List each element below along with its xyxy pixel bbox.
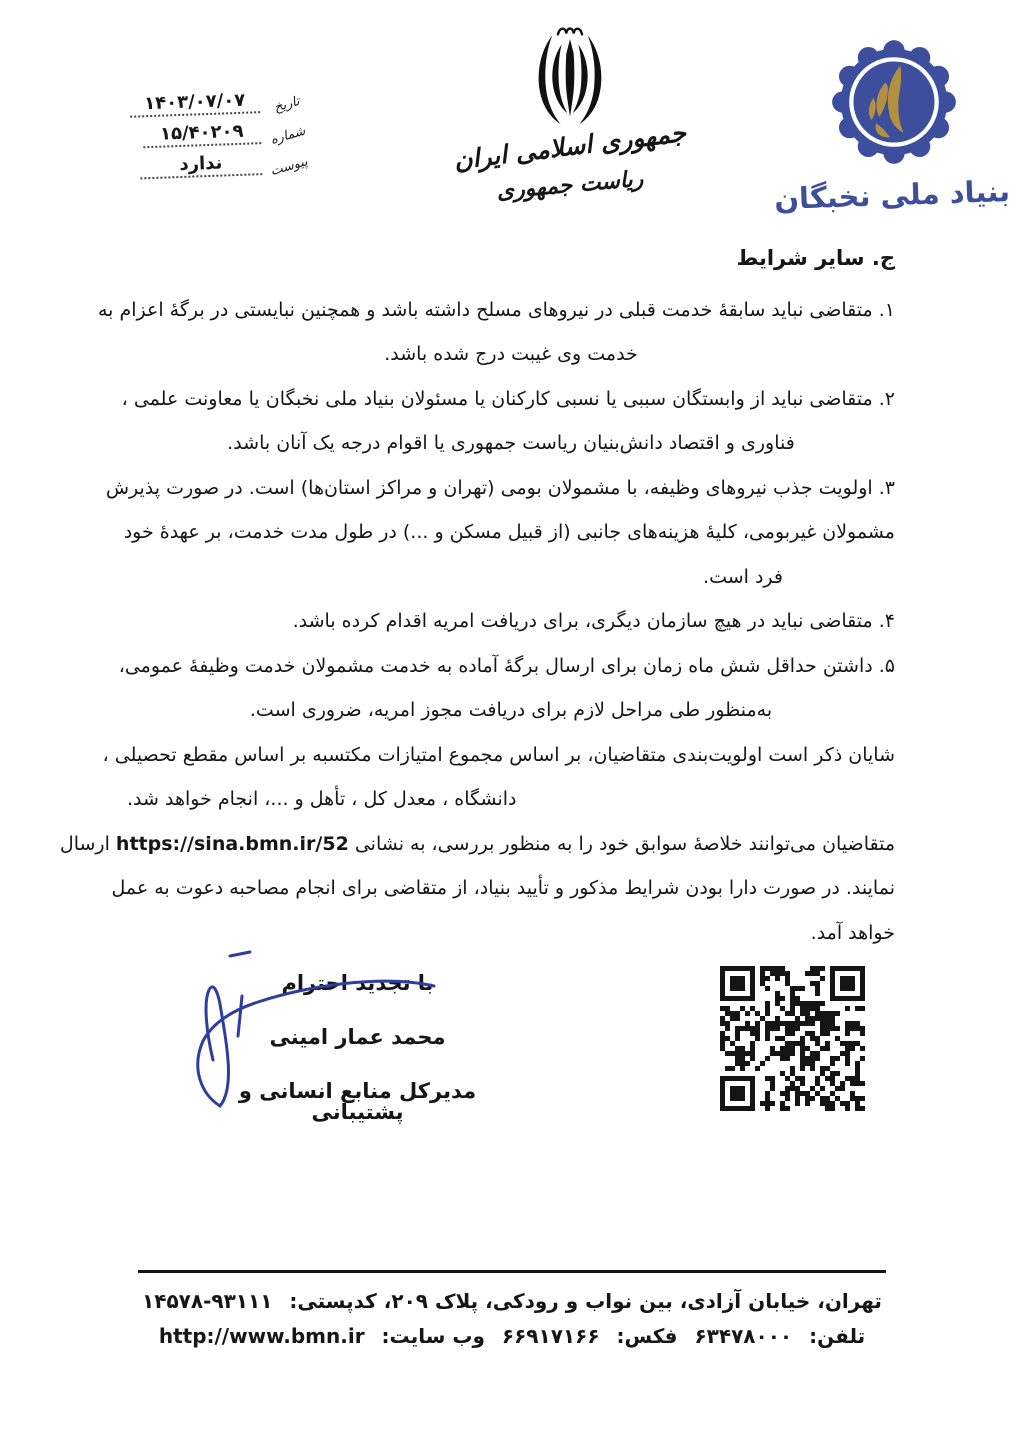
date-value: ۱۴۰۳/۰۷/۰۷: [129, 89, 260, 118]
website-label: وب سایت:: [381, 1324, 485, 1348]
signatory-name: محمد عمار امینی: [269, 1025, 446, 1049]
attachment-label: پیوست: [268, 154, 310, 180]
fax-label: فکس:: [616, 1324, 678, 1348]
letter-body: [59, 236, 895, 955]
body-line: نمایند. در صورت دارا بودن شرایط مذکور و تأیید بنیاد، از متقاضی برای انجام مصاحبه دعوت به عمل: [111, 877, 895, 899]
date-label: تاریخ: [272, 93, 302, 116]
footer-address: تهران، خیابان آزادی، بین نواب و رودکی، پلاک ۲۰۹، کدپستی:: [289, 1289, 882, 1313]
number-value: ۱۵/۴۰۲۰۹: [142, 120, 261, 148]
footer-address-line: [128, 1284, 896, 1319]
meta-row-attachment: [53, 150, 309, 183]
body-line: خواهد آمد.: [810, 921, 895, 944]
phone-label: تلفن:: [809, 1324, 866, 1348]
body-line: ۴. متقاضی نباید در هیچ سازمان دیگری، برای دریافت امریه اقدام کرده باشد.: [292, 610, 895, 632]
body-line: ۲. متقاضی نباید از وابستگان سببی یا نسبی کارکنان یا مسئولان بنیاد ملی نخبگان یا معاونت علمی ،: [121, 387, 895, 410]
website-url: http://www.bmn.ir: [158, 1324, 365, 1348]
phone-number: ۶۳۴۷۸۰۰۰: [694, 1324, 793, 1348]
body-line: شایان ذکر است اولویت‌بندی متقاضیان، بر اساس مجموع امتیازات مکتسبه بر اساس مقطع تحصیلی ،: [102, 743, 895, 766]
footer-divider: [138, 1270, 886, 1273]
government-header: [425, 26, 715, 205]
elites-foundation-seal-icon: [830, 38, 958, 166]
signature-block: [200, 973, 515, 1156]
footer-contact-line: [128, 1319, 896, 1354]
link-line-post: ارسال: [59, 832, 110, 855]
org-line-islamic-republic: جمهوری اسلامی ایران: [452, 117, 688, 176]
body-line: فناوری و اقتصاد دانش‌بنیان ریاست جمهوری یا اقوام درجه یک آنان باشد.: [227, 432, 795, 454]
letter-footer: [128, 1270, 896, 1354]
body-line: فرد است.: [703, 565, 783, 588]
meta-row-date: [50, 88, 306, 121]
qr-code: [720, 966, 865, 1111]
signatory-title: مدیرکل منابع انسانی و پشتیبانی: [238, 1079, 477, 1124]
footer-postal-code: ۱۴۵۷۸-۹۳۱۱۱: [142, 1289, 273, 1313]
signature-salutation: با تجدید احترام: [281, 971, 434, 995]
fax-number: ۶۶۹۱۷۱۶۶: [501, 1324, 600, 1348]
application-link-line: [59, 822, 895, 867]
org-line-presidency: ریاست جمهوری: [495, 166, 645, 205]
letter-meta-block: [50, 88, 308, 190]
body-line: ۱. متقاضی نباید سابقهٔ خدمت قبلی در نیروهای مسلح داشته باشد و همچنین نبایستی در برگهٔ اعزام به: [97, 298, 895, 321]
body-line: ۵. داشتن حداقل شش ماه زمان برای ارسال برگهٔ آماده به خدمت مشمولان خدمت وظیفهٔ عمومی،: [118, 654, 895, 677]
iran-coat-of-arms-icon: [511, 26, 629, 128]
link-line-pre: متقاضیان می‌توانند خلاصهٔ سوابق خود را به منظور بررسی، به نشانی: [354, 832, 895, 855]
body-line: ۳. اولویت جذب نیروهای وظیفه، با مشمولان بومی (تهران و مراکز استان‌ها) است. در صورت پذیرش: [105, 476, 895, 499]
section-heading: ج. سایر شرایط: [736, 246, 895, 270]
number-label: شماره: [268, 123, 308, 148]
meta-row-number: [52, 119, 308, 152]
body-line: خدمت وی غیبت درج شده باشد.: [384, 343, 638, 365]
application-url: https://sina.bmn.ir/52: [115, 832, 349, 855]
foundation-wordmark: بنیاد ملی نخبگان: [773, 173, 1011, 217]
attachment-value: ندارد: [140, 151, 263, 179]
foundation-logo-block: [773, 38, 1011, 217]
body-line: مشمولان غیربومی، کلیهٔ هزینه‌های جانبی (از قبیل مسکن و ...) در طول مدت خدمت، بر عهدهٔ خود: [123, 521, 895, 543]
body-line: به‌منظور طی مراحل لازم برای دریافت مجوز امریه، ضروری است.: [249, 699, 773, 721]
body-line: دانشگاه ، معدل کل ، تأهل و ...، انجام خواهد شد.: [127, 788, 517, 810]
